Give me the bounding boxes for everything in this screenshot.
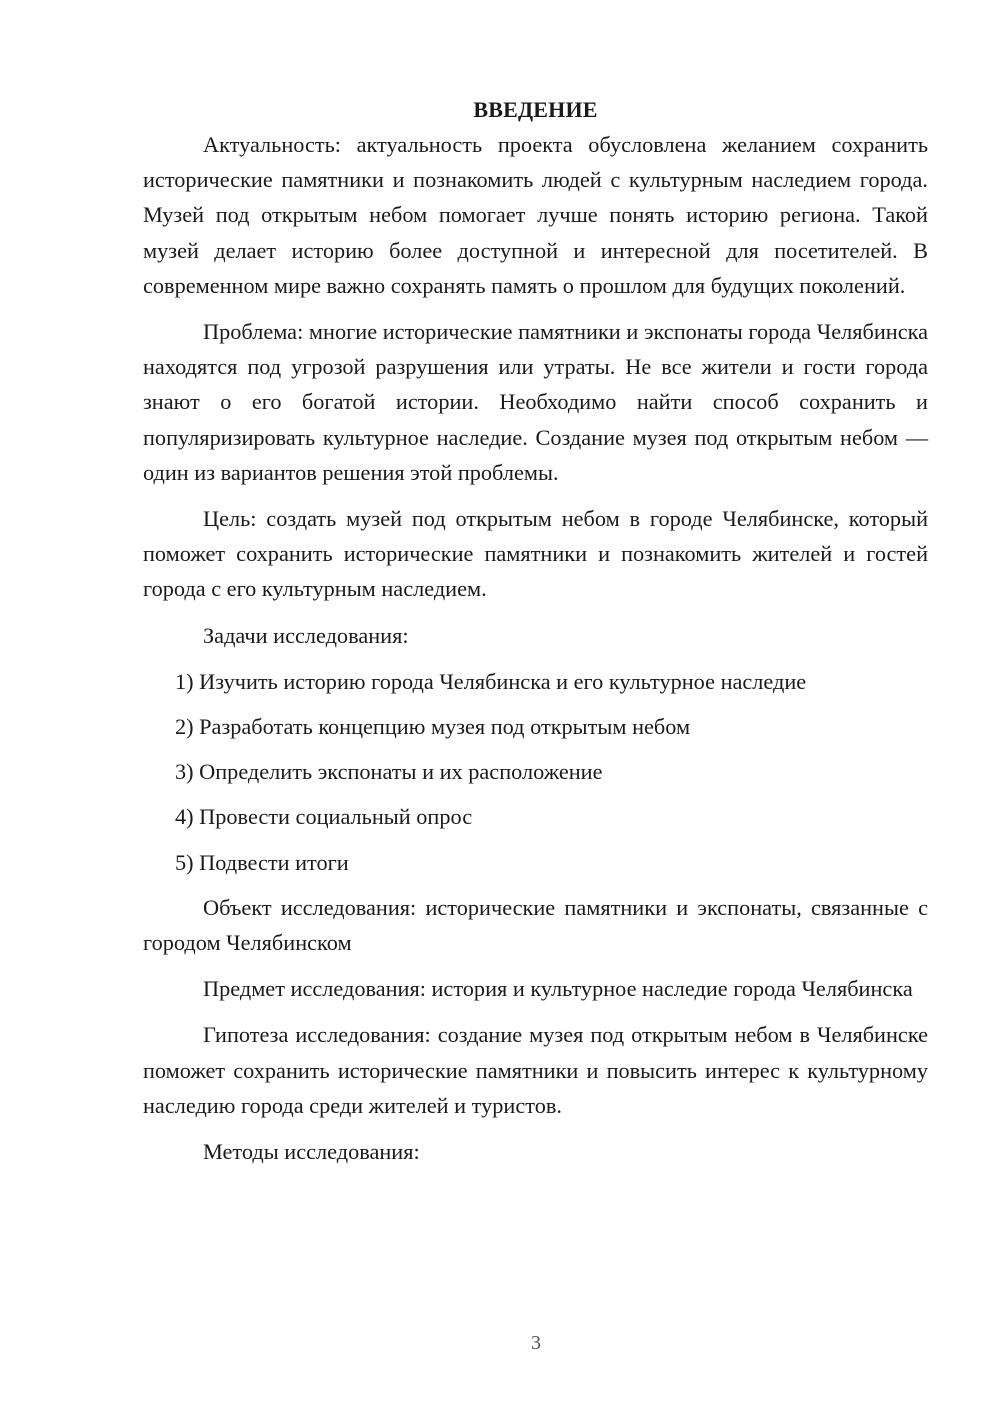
task-item: 4) Провести социальный опрос [175, 804, 473, 830]
task-item: 1) Изучить историю города Челябинска и его культурное наследие [175, 668, 807, 694]
hypothesis-paragraph: Гипотеза исследования: создание музея под открытым небом в Челябинске поможет сохранить исторические памятники и повысить интерес к культурному наследию города среди жителей и туристов. [143, 1022, 928, 1118]
goal-paragraph: Цель: создать музей под открытым небом в городе Челябинске, который поможет сохранить исторические памятники и познакомить жителей и гостей города с его культурным наследием. [143, 506, 928, 602]
methods-label: Методы исследования: [203, 1139, 420, 1165]
section-heading: ВВЕДЕНИЕ [473, 97, 598, 122]
problem-paragraph: Проблема: многие исторические памятники и экспонаты города Челябинска находятся под угрозой разрушения или утраты. Не все жители и гости города знают о его богатой истории. Необходимо найти способ сохранить и популяризировать культурное наследие. Создание музея под открытым небом — один из вариантов решения этой проблемы. [143, 319, 928, 485]
subject-paragraph: Предмет исследования: история и культурное наследие города Челябинска [203, 976, 913, 1002]
relevance-paragraph: Актуальность: актуальность проекта обусловлена желанием сохранить исторические памятники и познакомить людей с культурным наследием города. Музей под открытым небом помогает лучше понять историю региона. Такой музей делает историю более доступной и интересной для посетителей. В современном мире важно сохранять память о прошлом для будущих поколений. [143, 132, 928, 298]
tasks-label: Задачи исследования: [203, 622, 409, 648]
task-item: 5) Подвести итоги [175, 849, 349, 875]
page-number: 3 [531, 1332, 541, 1354]
object-paragraph: Объект исследования: исторические памятники и экспонаты, связанные с городом Челябинском [143, 894, 928, 956]
task-item: 3) Определить экспонаты и их расположение [175, 759, 603, 785]
task-item: 2) Разработать концепцию музея под открытым небом [175, 714, 691, 740]
document-page [143, 92, 928, 1169]
task-list [143, 664, 928, 880]
